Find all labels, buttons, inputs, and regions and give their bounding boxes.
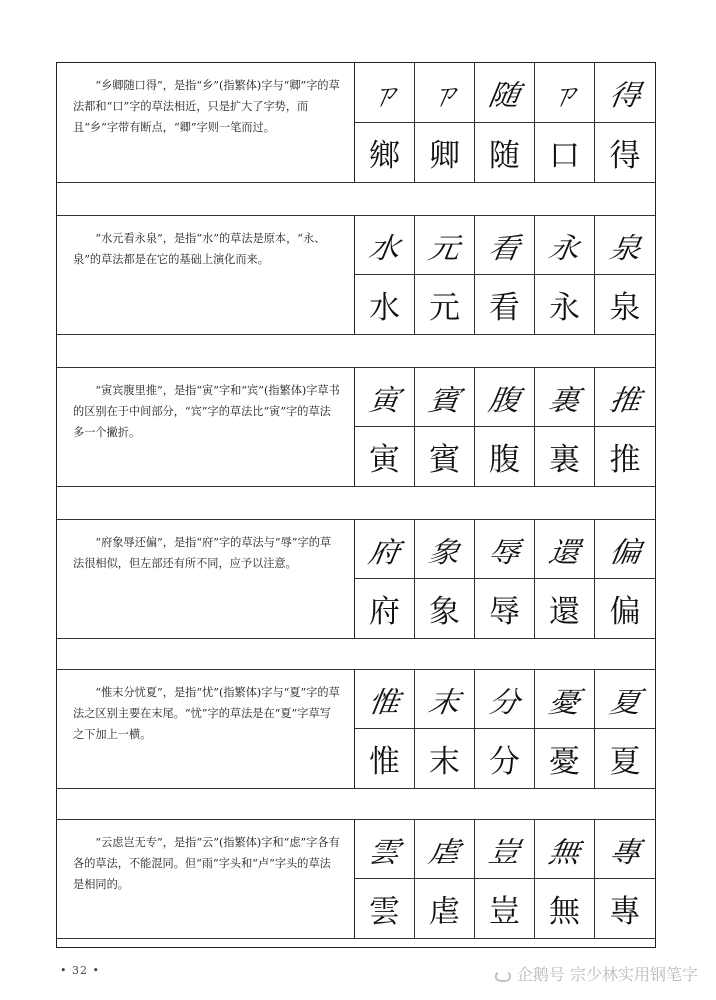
section-description: “惟末分忧夏”，是指“忧”(指繁体)字与“夏”字的草法之区别主要在末尾。“忧”字的草法是在“夏”字草写之下加上一横。 [57,670,355,788]
regular-cell [415,879,475,938]
regular-character: 辱 [489,594,520,630]
regular-character: 裏 [549,442,580,478]
cursive-character: 末 [426,685,462,719]
regular-character: 泉 [609,290,641,326]
regular-cell [355,729,415,788]
regular-cell [535,879,595,938]
cursive-character: ㄗ [366,78,402,113]
regular-cell [535,123,595,183]
cursive-cell [475,216,535,275]
cursive-character: 虐 [426,835,462,869]
regular-character: 豈 [489,894,520,930]
regular-character: 卿 [429,137,460,174]
cursive-cell [595,368,655,427]
regular-character: 雲 [369,894,400,930]
cursive-character: 分 [486,685,522,719]
cursive-cell [415,216,475,275]
cursive-cell [595,670,655,729]
section-description: “乡卿随口得”，是指“乡”(指繁体)字与“卿”字的草法都和“口”字的草法相近，只是扩大了字势，而且“乡”字带有断点，“卿”字则一笔而过。 [57,63,355,182]
section-6 [57,819,655,939]
cursive-character: 泉 [606,231,643,265]
section-description: “云虑岂无专”，是指“云”(指繁体)字和“虑”字各有各的草法，不能混同。但“雨”字头和“卢”字头的草法是相同的。 [57,820,355,938]
cursive-cell [355,820,415,879]
regular-character: 鄉 [369,137,400,174]
regular-cell [535,275,595,334]
regular-character: 惟 [369,744,400,780]
character-grid [355,670,655,788]
regular-cell [415,123,475,183]
cursive-character: 元 [426,231,462,265]
cursive-character: 裏 [546,383,582,417]
regular-character: 象 [429,594,460,630]
section-description: “水元看永泉”，是指“水”的草法是原本，“永、泉”的草法都是在它的基础上演化而来。 [57,216,355,334]
regular-cell [595,123,655,183]
cursive-cell [475,520,535,579]
regular-character: 賓 [429,442,460,478]
regular-cell [475,123,535,183]
regular-cell [475,879,535,938]
cursive-character: 無 [546,835,582,869]
cursive-character: 偏 [606,535,643,569]
cursive-cell [355,670,415,729]
cursive-cell [595,820,655,879]
watermark-text: 企鹅号 宗少林实用钢笔字 [516,965,698,984]
cursive-character: 水 [366,231,402,265]
cursive-character: 還 [546,535,582,569]
character-grid [355,520,655,638]
section-3 [57,367,655,487]
regular-character: 推 [609,442,641,478]
cursive-cell [415,520,475,579]
regular-cell [355,275,415,334]
cursive-character: 惟 [366,685,402,719]
regular-character: 分 [489,744,520,780]
cursive-cell [535,520,595,579]
regular-character: 永 [549,290,580,326]
regular-character: 專 [609,894,641,930]
cursive-character: ㄗ [426,78,462,113]
cursive-cell [355,216,415,275]
regular-character: 偏 [609,594,641,630]
regular-cell [595,427,655,486]
cursive-cell [475,63,535,123]
cursive-character: 看 [486,231,522,265]
regular-cell [355,427,415,486]
regular-cell [415,579,475,638]
section-1 [57,63,655,183]
regular-character: 憂 [549,744,580,780]
cursive-character: 府 [366,535,402,569]
regular-cell [475,729,535,788]
regular-cell [415,427,475,486]
regular-character: 随 [489,137,520,174]
cursive-cell [595,520,655,579]
cursive-cell [595,216,655,275]
regular-character: 腹 [489,442,520,478]
page-number: • 32 • [60,964,100,977]
cursive-character: 得 [606,78,643,113]
practice-sheet [56,62,656,948]
cursive-cell [595,63,655,123]
cursive-character: 永 [546,231,582,265]
section-5 [57,669,655,789]
cursive-character: ㄗ [546,78,582,113]
cursive-character: 憂 [546,685,582,719]
regular-cell [355,879,415,938]
section-description: “府象辱还偏”，是指“府”字的草法与“辱”字的草法很相似，但左部还有所不同，应予以注意。 [57,520,355,638]
regular-cell [415,275,475,334]
regular-character: 寅 [369,442,400,478]
regular-cell [595,879,655,938]
regular-character: 無 [549,894,580,930]
regular-cell [595,729,655,788]
cursive-cell [355,368,415,427]
cursive-cell [415,63,475,123]
cursive-cell [355,520,415,579]
regular-character: 虐 [429,894,460,930]
regular-character: 末 [429,744,460,780]
cursive-cell [535,368,595,427]
regular-cell [535,427,595,486]
regular-character: 看 [489,290,520,326]
regular-character: 水 [369,290,400,326]
cursive-character: 象 [426,535,462,569]
regular-character: 府 [369,594,400,630]
section-2 [57,215,655,335]
character-grid [355,216,655,334]
character-grid [355,368,655,486]
cursive-character: 腹 [486,383,522,417]
regular-cell [535,579,595,638]
cursive-character: 辱 [486,535,522,569]
regular-cell [595,579,655,638]
cursive-cell [475,670,535,729]
character-grid [355,63,655,182]
cursive-character: 寅 [366,383,402,417]
cursive-cell [535,820,595,879]
cursive-character: 賓 [426,383,462,417]
regular-cell [355,123,415,183]
cursive-cell [535,670,595,729]
regular-cell [475,427,535,486]
section-4 [57,519,655,639]
regular-character: 元 [429,290,460,326]
watermark [493,962,698,985]
cursive-cell [415,670,475,729]
cursive-cell [355,63,415,123]
cursive-cell [535,216,595,275]
cursive-character: 雲 [366,835,402,869]
cursive-character: 專 [606,835,643,869]
cursive-character: 豈 [486,835,522,869]
cursive-cell [475,820,535,879]
regular-cell [535,729,595,788]
character-grid [355,820,655,938]
regular-character: 得 [609,137,641,174]
section-description: “寅宾腹里推”，是指“寅”字和“宾”(指繁体)字草书的区别在于中间部分，“宾”字的草法比“寅”字的草法多一个撇折。 [57,368,355,486]
regular-cell [415,729,475,788]
cursive-cell [535,63,595,123]
cursive-cell [415,820,475,879]
cursive-character: 随 [486,78,522,113]
cursive-character: 夏 [606,685,643,719]
regular-character: 口 [549,137,580,174]
regular-cell [475,579,535,638]
cursive-character: 推 [606,383,643,417]
regular-character: 還 [549,594,580,630]
cursive-cell [415,368,475,427]
cursive-cell [475,368,535,427]
regular-cell [595,275,655,334]
regular-cell [355,579,415,638]
penguin-icon [493,966,511,982]
regular-cell [475,275,535,334]
regular-character: 夏 [609,744,641,780]
